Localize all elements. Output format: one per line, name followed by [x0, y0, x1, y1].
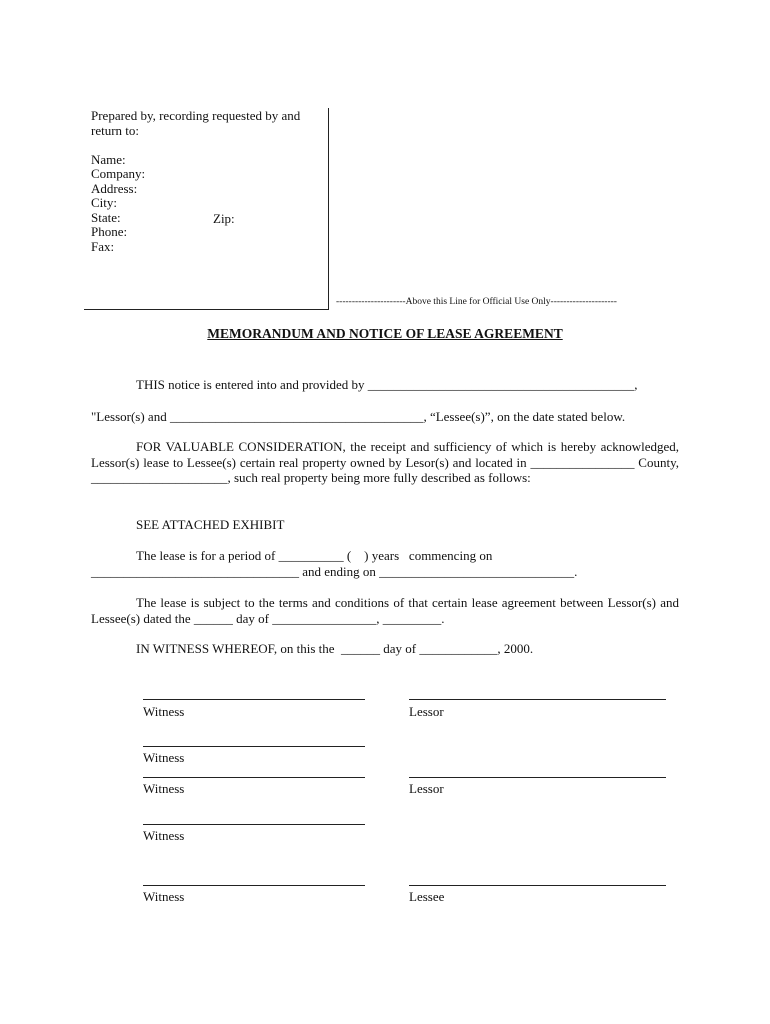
- paragraph-consideration: [91, 439, 679, 486]
- fax-label: Fax:: [91, 239, 115, 254]
- witness-label-4: Witness: [143, 828, 185, 843]
- paragraph-terms-text: The lease is subject to the terms and conditions of that certain lease agreement between Lessor(s) and Lessee(s) dated the ______ day of ________________, _________.: [91, 595, 679, 626]
- phone-label: Phone:: [91, 224, 128, 239]
- company-label: Company:: [91, 166, 146, 181]
- lessee-label: Lessee: [409, 889, 445, 904]
- paragraph-witness-whereof: IN WITNESS WHEREOF, on this the ______ day of ____________, 2000.: [136, 641, 534, 656]
- paragraph-lessor-intro: THIS notice is entered into and provided by _________________________________________,: [136, 377, 638, 392]
- paragraph-consideration-text: FOR VALUABLE CONSIDERATION, the receipt and sufficiency of which is hereby acknowledged, Lessor(s) lease to Lessee(s) certain real property owned by Lesor(s) and located in ________________ County, _____________________, such real property being more fully described as follows:: [91, 439, 679, 485]
- official-use-line: ----------------------Above this Line for Official Use Only---------------------: [336, 297, 617, 307]
- signature-line-witness-1: [143, 699, 365, 700]
- signature-line-witness-3: [143, 777, 365, 778]
- name-label: Name:: [91, 152, 126, 167]
- city-label: City:: [91, 195, 118, 210]
- signature-line-lessor-2: [409, 777, 666, 778]
- document-title: MEMORANDUM AND NOTICE OF LEASE AGREEMENT: [207, 326, 563, 341]
- witness-label-3: Witness: [143, 781, 185, 796]
- prepared-by-line2: return to:: [91, 123, 140, 138]
- zip-label: Zip:: [213, 211, 235, 226]
- state-label: State:: [91, 210, 121, 225]
- signature-line-lessor-1: [409, 699, 666, 700]
- signature-line-witness-5: [143, 885, 365, 886]
- paragraph-terms: [91, 595, 679, 626]
- header-box-right-border: [328, 108, 329, 310]
- lessor-label-1: Lessor: [409, 704, 444, 719]
- paragraph-lease-period-line2: ________________________________ and ending on ______________________________.: [91, 564, 578, 579]
- address-label: Address:: [91, 181, 138, 196]
- header-box-bottom-border: [84, 309, 329, 310]
- paragraph-lease-period-line1: The lease is for a period of __________ ( ) years commencing on: [136, 548, 493, 563]
- signature-line-lessee: [409, 885, 666, 886]
- prepared-by-line1: Prepared by, recording requested by and: [91, 108, 301, 123]
- lessor-label-2: Lessor: [409, 781, 444, 796]
- paragraph-exhibit: SEE ATTACHED EXHIBIT: [136, 517, 285, 532]
- witness-label-1: Witness: [143, 704, 185, 719]
- signature-line-witness-4: [143, 824, 365, 825]
- paragraph-lessee-intro: "Lessor(s) and _______________________________________, “Lessee(s)”, on the date stated below.: [91, 409, 626, 424]
- signature-line-witness-2: [143, 746, 365, 747]
- witness-label-2: Witness: [143, 750, 185, 765]
- witness-label-5: Witness: [143, 889, 185, 904]
